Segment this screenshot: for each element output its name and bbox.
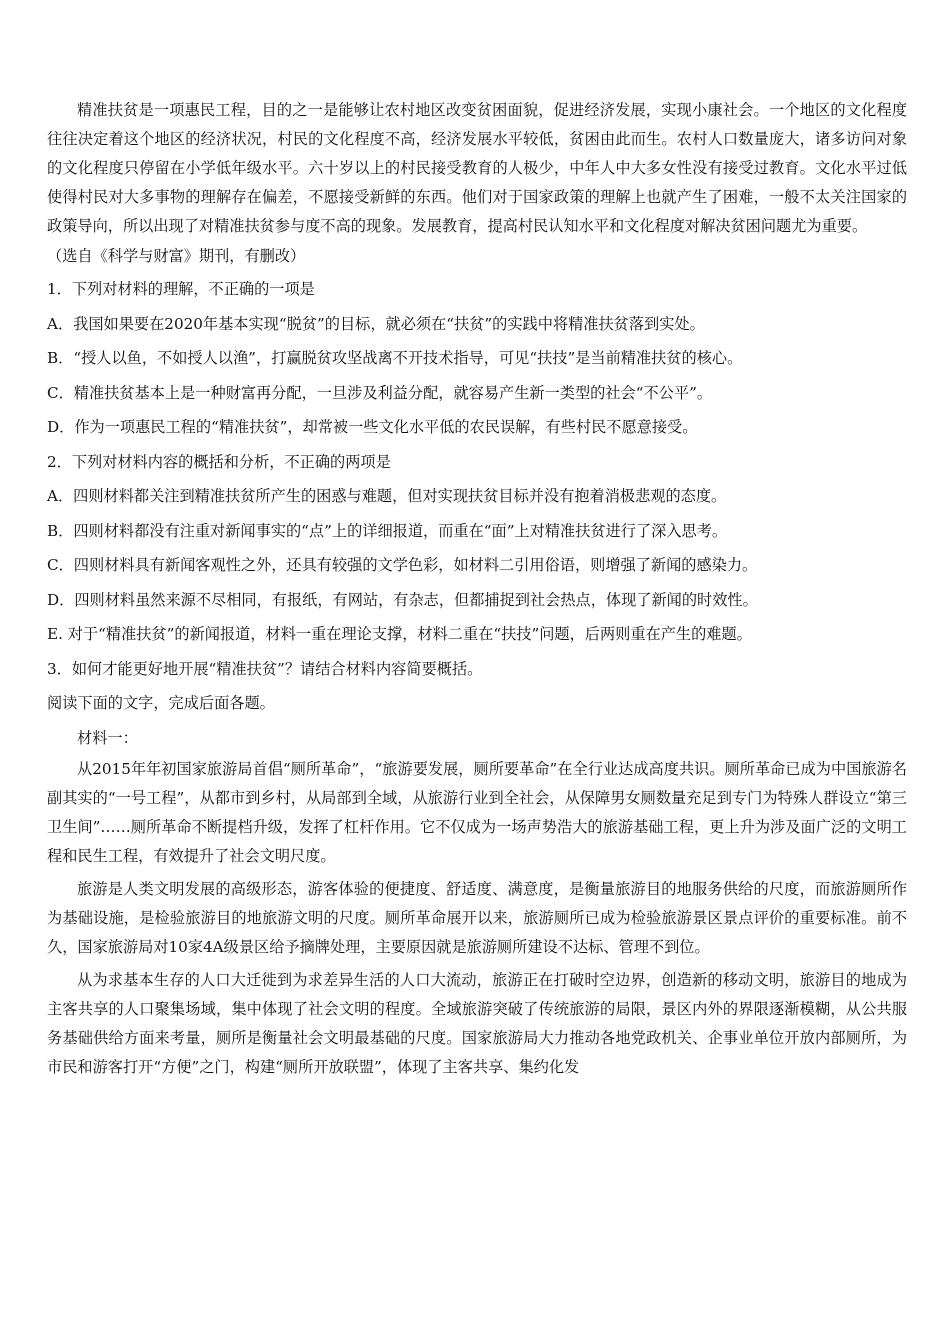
q1-option-c: C．精准扶贫基本上是一种财富再分配，一旦涉及利益分配，就容易产生新一类型的社会“不公平”。: [47, 383, 713, 402]
passage1-paragraph: 精准扶贫是一项惠民工程，目的之一是能够让农村地区改变贫困面貌，促进经济发展，实现小康社会。一个地区的文化程度往往决定着这个地区的经济状况，村民的文化程度不高，经济发展水平较低，贫困由此而生。农村人口数量庞大，诸多访问对象的文化程度只停留在小学低年级水平。六十岁以上的村民接受教育的人极少，中年人中大多女性没有接受过教育。文化水平过低使得村民对大多事物的理解存在偏差，不愿接受新鲜的东西。他们对于国家政策的理解上也就产生了困难，一般不太关注国家的政策导向，所以出现了对精准扶贫参与度不高的现象。发展教育，提高村民认知水平和文化程度对解决贫困问题尤为重要。: [47, 101, 907, 235]
q2-option-a: A．四则材料都关注到精准扶贫所产生的困惑与难题，但对实现扶贫目标并没有抱着消极悲观的态度。: [47, 487, 727, 505]
q1-option-b: B．“授人以鱼，不如授人以渔”，打赢脱贫攻坚战离不开技术指导，可见“扶技”是当前精准扶贫的核心。: [47, 349, 743, 367]
q2-option-c: C．四则材料具有新闻客观性之外，还具有较强的文学色彩，如材料二引用俗语，则增强了新闻的感染力。: [47, 556, 758, 574]
material-one-paragraph-3: 从为求基本生存的人口大迁徙到为求差异生活的人口大流动，旅游正在打破时空边界，创造新的移动文明，旅游目的地成为主客共享的人口聚集场域，集中体现了社会文明的程度。全域旅游突破了传统旅游的局限，景区内外的界限逐渐模糊，从公共服务基础供给方面来考量，厕所是衡量社会文明最基础的尺度。国家旅游局大力推动各地党政机关、企事业单位开放内部厕所，为市民和游客打开“方便”之门，构建“厕所开放联盟”，体现了主客共享、集约化发: [47, 971, 907, 1076]
material-one-paragraph-2: 旅游是人类文明发展的高级形态，游客体验的便捷度、舒适度、满意度，是衡量旅游目的地服务供给的尺度，而旅游厕所作为基础设施，是检验旅游目的地旅游文明的尺度。厕所革命展开以来，旅游厕所已成为检验旅游景区景点评价的重要标准。前不久，国家旅游局对10家4A级景区给予摘牌处理，主要原因就是旅游厕所建设不达标、管理不到位。: [47, 880, 907, 956]
material-one-paragraph-1: 从2015年年初国家旅游局首倡“厕所革命”，“旅游要发展，厕所要革命”在全行业达成高度共识。厕所革命已成为中国旅游名副其实的“一号工程”，从都市到乡村，从局部到全域，从旅游行业到全社会，从保障男女厕数量充足到专门为特殊人群设立“第三卫生间”……厕所革命不断提档升级，发挥了杠杆作用。它不仅成为一场声势浩大的旅游基础工程，更上升为涉及面广泛的文明工程和民生工程，有效提升了社会文明尺度。: [47, 760, 907, 865]
material-one-title: 材料一：: [77, 728, 138, 747]
q2-stem: 2．下列对材料内容的概括和分析，不正确的两项是: [47, 452, 391, 471]
q2-option-d: D．四则材料虽然来源不尽相同，有报纸，有网站，有杂志，但都捕捉到社会热点，体现了新闻的时效性。: [47, 590, 758, 609]
q1-option-a: A．我国如果要在2020年基本实现“脱贫”的目标，就必须在“扶贫”的实践中将精准扶贫落到实处。: [47, 314, 705, 333]
q1-stem: 1．下列对材料的理解，不正确的一项是: [47, 280, 315, 298]
q1-option-d: D．作为一项惠民工程的“精准扶贫”，却常被一些文化水平低的农民误解，有些村民不愿意接受。: [47, 418, 698, 436]
passage2-instruction: 阅读下面的文字，完成后面各题。: [47, 694, 275, 712]
document-page: [47, 96, 907, 1082]
q2-option-e: E. 对于“精准扶贫”的新闻报道，材料一重在理论支撑，材料二重在“扶技”问题，后两则重在产生的难题。: [47, 625, 752, 643]
q2-option-b: B．四则材料都没有注重对新闻事实的“点”上的详细报道，而重在“面”上对精准扶贫进行了深入思考。: [47, 521, 728, 540]
passage1-source: （选自《科学与财富》期刊，有删改）: [47, 247, 306, 265]
q3-stem: 3．如何才能更好地开展“精准扶贫”？请结合材料内容简要概括。: [47, 659, 483, 678]
